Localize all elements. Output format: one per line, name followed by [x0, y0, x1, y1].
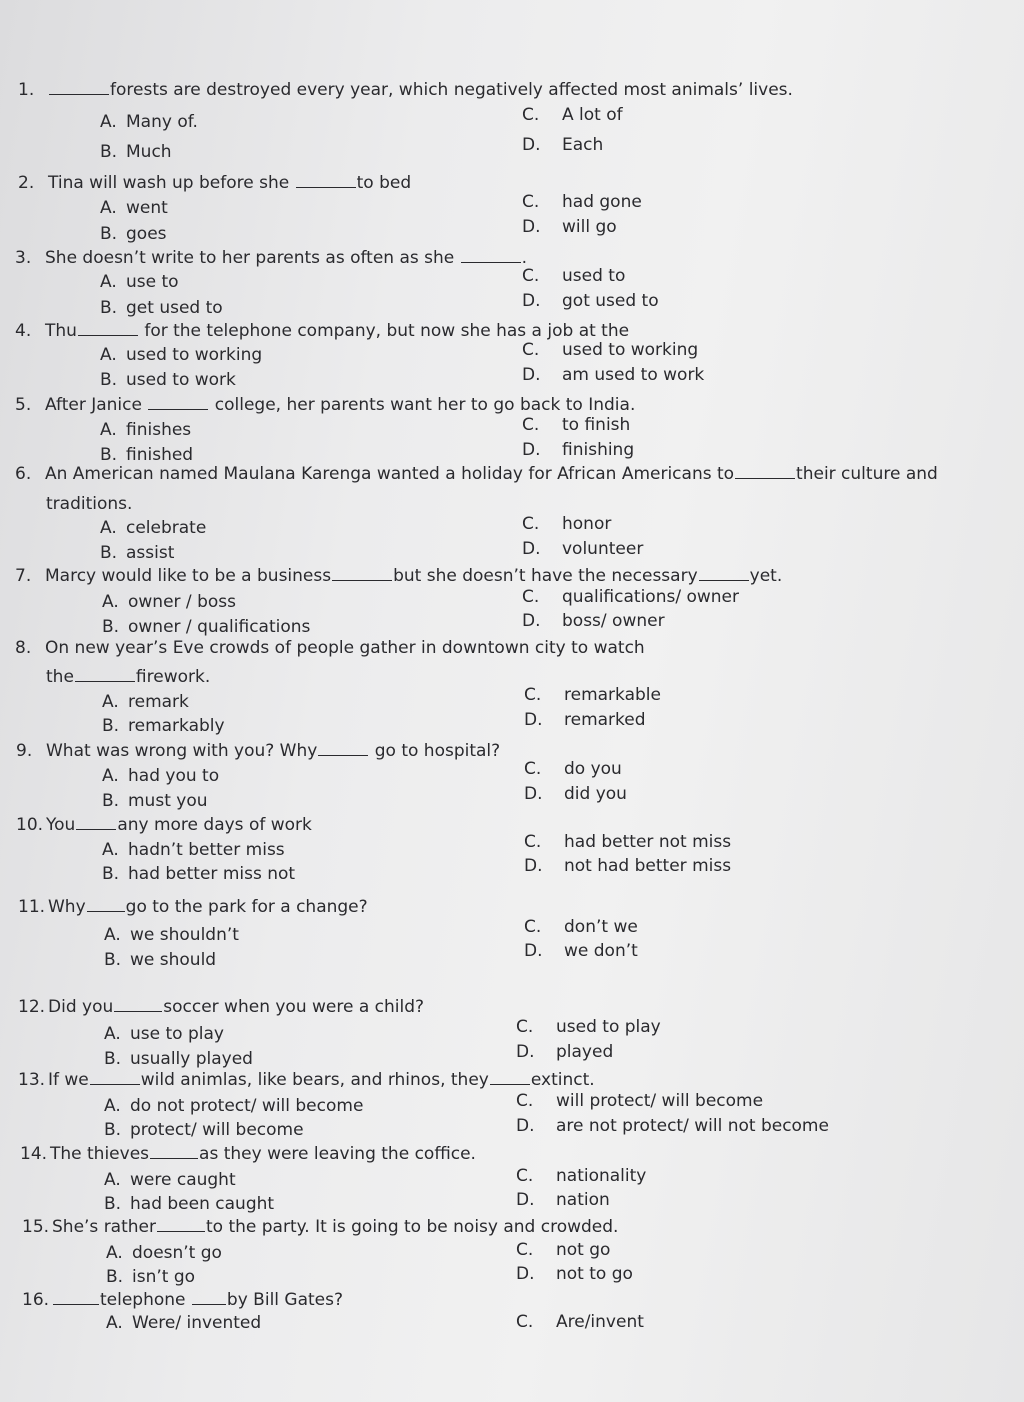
answer-blank — [157, 1230, 205, 1232]
option-text: must you — [128, 791, 208, 811]
option-a[interactable] — [104, 925, 239, 945]
option-b[interactable] — [100, 543, 174, 563]
option-letter: D. — [522, 440, 541, 460]
stem-text: their culture and — [796, 464, 938, 484]
option-a[interactable] — [104, 1024, 224, 1044]
option-text: went — [126, 198, 168, 218]
option-c[interactable] — [516, 1091, 763, 1111]
option-a[interactable] — [104, 1170, 236, 1190]
option-d[interactable] — [524, 941, 638, 961]
option-letter: C. — [516, 1166, 534, 1186]
option-c[interactable] — [524, 917, 638, 937]
option-letter: A. — [100, 198, 117, 218]
question-number: 5. — [15, 395, 32, 415]
answer-blank — [75, 680, 135, 682]
option-text: owner / qualifications — [128, 617, 311, 637]
option-letter: C. — [522, 514, 540, 534]
option-letter: D. — [524, 784, 543, 804]
option-b[interactable] — [104, 1120, 304, 1140]
option-a[interactable] — [102, 840, 285, 860]
option-letter: B. — [102, 716, 120, 736]
answer-blank — [148, 408, 208, 410]
answer-blank — [87, 910, 125, 912]
option-a[interactable] — [100, 112, 198, 132]
stem-text: She’s rather — [52, 1217, 156, 1237]
stem-text: the — [46, 667, 74, 687]
option-text: not to go — [556, 1264, 633, 1284]
option-a[interactable] — [102, 766, 219, 786]
option-b[interactable] — [102, 716, 225, 736]
option-letter: B. — [102, 617, 120, 637]
answer-blank — [150, 1157, 198, 1159]
question-stem — [18, 80, 793, 100]
option-c[interactable] — [524, 759, 622, 779]
option-b[interactable] — [104, 950, 216, 970]
option-text: finishes — [126, 420, 192, 440]
stem-text: firework. — [135, 667, 211, 687]
answer-blank — [78, 334, 138, 336]
option-letter: D. — [516, 1116, 535, 1136]
option-text: not had better miss — [564, 856, 732, 876]
question-number: 12. — [18, 997, 46, 1017]
option-text: hadn’t better miss — [128, 840, 285, 860]
option-text: am used to work — [562, 365, 705, 385]
option-d[interactable] — [522, 539, 643, 559]
question-stem-continuation: traditions. — [46, 494, 133, 514]
option-letter: C. — [524, 685, 542, 705]
option-text: Were/ invented — [132, 1313, 262, 1333]
option-c[interactable] — [522, 192, 642, 212]
stem-text: for the telephone company, but now she has a job at the — [138, 321, 630, 341]
stem-text: as they were leaving the coffice. — [199, 1144, 476, 1164]
option-letter: B. — [104, 950, 122, 970]
question-number: 14. — [20, 1144, 48, 1164]
option-letter: B. — [102, 864, 120, 884]
stem-text: If we — [48, 1070, 89, 1090]
option-letter: D. — [524, 941, 543, 961]
option-d[interactable] — [522, 291, 659, 311]
question-number: 1. — [18, 80, 35, 100]
option-text: Much — [126, 142, 172, 162]
option-letter: C. — [524, 917, 542, 937]
option-letter: C. — [516, 1017, 534, 1037]
answer-blank — [735, 477, 795, 479]
question-number: 8. — [15, 638, 32, 658]
option-letter: A. — [100, 420, 117, 440]
option-letter: B. — [100, 543, 118, 563]
option-text: qualifications/ owner — [562, 587, 739, 607]
question-number: 4. — [15, 321, 32, 341]
option-text: we don’t — [564, 941, 638, 961]
option-letter: A. — [106, 1313, 123, 1333]
question-stem — [15, 464, 938, 484]
option-c[interactable] — [516, 1166, 646, 1186]
option-c[interactable] — [516, 1017, 661, 1037]
option-text: do you — [564, 759, 622, 779]
option-letter: D. — [524, 710, 543, 730]
option-text: Are/invent — [556, 1312, 644, 1332]
option-letter: C. — [516, 1312, 534, 1332]
option-text: used to working — [126, 345, 263, 365]
question-number: 7. — [15, 566, 32, 586]
option-a[interactable] — [100, 518, 206, 538]
option-text: A lot of — [562, 105, 623, 125]
option-text: don’t we — [564, 917, 638, 937]
option-letter: D. — [516, 1264, 535, 1284]
question-stem-continuation — [46, 667, 210, 687]
option-a[interactable] — [102, 692, 189, 712]
stem-text: On new year’s Eve crowds of people gather in downtown city to watch — [45, 638, 645, 658]
stem-text: Did you — [48, 997, 114, 1017]
option-text: we shouldn’t — [130, 925, 239, 945]
option-letter: A. — [100, 112, 117, 132]
option-text: get used to — [126, 298, 223, 318]
option-b[interactable] — [102, 617, 310, 637]
option-a[interactable] — [102, 592, 236, 612]
option-letter: D. — [522, 291, 541, 311]
option-letter: D. — [522, 365, 541, 385]
option-text: honor — [562, 514, 612, 534]
stem-text: forests are destroyed every year, which negatively affected most animals’ lives. — [110, 80, 793, 100]
option-letter: B. — [100, 142, 118, 162]
option-b[interactable] — [100, 142, 172, 162]
stem-text: to bed — [356, 173, 412, 193]
stem-text: The thieves — [50, 1144, 150, 1164]
answer-blank — [296, 186, 356, 188]
option-text: boss/ owner — [562, 611, 665, 631]
option-b[interactable] — [104, 1194, 274, 1214]
stem-text: but she doesn’t have the necessary — [393, 566, 698, 586]
option-letter: A. — [106, 1243, 123, 1263]
option-text: goes — [126, 224, 167, 244]
option-text: played — [556, 1042, 614, 1062]
stem-text: go to hospital? — [369, 741, 501, 761]
option-b[interactable] — [100, 224, 167, 244]
option-letter: C. — [522, 192, 540, 212]
option-d[interactable] — [516, 1042, 613, 1062]
stem-text: go to the park for a change? — [125, 897, 368, 917]
option-letter: A. — [104, 1170, 121, 1190]
option-d[interactable] — [516, 1264, 633, 1284]
option-text: had better not miss — [564, 832, 732, 852]
option-letter: C. — [524, 832, 542, 852]
option-d[interactable] — [522, 440, 634, 460]
option-text: had gone — [562, 192, 642, 212]
stem-text: You — [46, 815, 76, 835]
option-d[interactable] — [522, 611, 665, 631]
option-text: assist — [126, 543, 175, 563]
option-letter: C. — [516, 1240, 534, 1260]
option-text: did you — [564, 784, 627, 804]
option-letter: B. — [100, 224, 118, 244]
option-letter: D. — [516, 1190, 535, 1210]
option-text: remarkably — [128, 716, 225, 736]
option-c[interactable] — [522, 105, 623, 125]
option-text: are not protect/ will not become — [556, 1116, 829, 1136]
question-number: 2. — [18, 173, 35, 193]
option-text: do not protect/ will become — [130, 1096, 364, 1116]
option-a[interactable] — [100, 198, 168, 218]
option-text: use to play — [130, 1024, 224, 1044]
option-text: used to work — [126, 370, 236, 390]
option-d[interactable] — [522, 135, 603, 155]
option-letter: A. — [100, 272, 117, 292]
stem-text: Tina will wash up before she — [48, 173, 295, 193]
option-text: we should — [130, 950, 217, 970]
answer-blank — [699, 579, 749, 581]
stem-text: any more days of work — [117, 815, 312, 835]
option-d[interactable] — [524, 784, 627, 804]
option-letter: A. — [100, 345, 117, 365]
option-text: used to working — [562, 340, 699, 360]
option-text: remarkable — [564, 685, 661, 705]
stem-text: wild animlas, like bears, and rhinos, they — [140, 1070, 489, 1090]
question-stem — [18, 173, 411, 193]
option-text: not go — [556, 1240, 611, 1260]
option-c[interactable] — [516, 1312, 644, 1332]
option-letter: A. — [102, 766, 119, 786]
answer-blank — [53, 1303, 99, 1305]
question-stem — [22, 1290, 343, 1310]
option-letter: D. — [524, 856, 543, 876]
option-letter: A. — [102, 692, 119, 712]
option-c[interactable] — [522, 340, 698, 360]
option-text: used to — [562, 266, 626, 286]
option-c[interactable] — [522, 514, 611, 534]
option-text: celebrate — [126, 518, 207, 538]
answer-blank — [490, 1083, 530, 1085]
option-letter: B. — [100, 445, 118, 465]
option-text: will protect/ will become — [556, 1091, 764, 1111]
option-text: nationality — [556, 1166, 647, 1186]
option-letter: C. — [522, 266, 540, 286]
option-text: had you to — [128, 766, 220, 786]
option-letter: C. — [522, 415, 540, 435]
option-d[interactable] — [524, 710, 646, 730]
stem-text: college, her parents want her to go back to India. — [209, 395, 636, 415]
option-letter: C. — [522, 340, 540, 360]
option-letter: B. — [104, 1120, 122, 1140]
stem-text: Why — [48, 897, 86, 917]
option-a[interactable] — [100, 345, 262, 365]
option-text: were caught — [130, 1170, 236, 1190]
option-text: finishing — [562, 440, 635, 460]
option-letter: A. — [102, 840, 119, 860]
question-stem — [18, 1070, 595, 1090]
option-text: use to — [126, 272, 179, 292]
answer-blank — [192, 1303, 226, 1305]
question-stem — [15, 248, 527, 268]
stem-text: yet. — [749, 566, 783, 586]
option-text: isn’t go — [132, 1267, 196, 1287]
option-d[interactable] — [522, 365, 704, 385]
option-c[interactable] — [522, 415, 630, 435]
stem-text: She doesn’t write to her parents as often as she — [45, 248, 460, 268]
question-number: 3. — [15, 248, 32, 268]
question-number: 11. — [18, 897, 46, 917]
stem-text: . — [521, 248, 528, 268]
option-text: doesn’t go — [132, 1243, 222, 1263]
stem-text: to the party. It is going to be noisy and crowded. — [205, 1217, 619, 1237]
option-text: nation — [556, 1190, 610, 1210]
option-letter: B. — [104, 1194, 122, 1214]
question-stem — [22, 1217, 618, 1237]
option-b[interactable] — [100, 370, 236, 390]
stem-text: soccer when you were a child? — [163, 997, 425, 1017]
option-a[interactable] — [100, 420, 191, 440]
stem-text: An American named Maulana Karenga wanted a holiday for African Americans to — [45, 464, 735, 484]
option-letter: A. — [104, 1096, 121, 1116]
question-number: 10. — [16, 815, 44, 835]
answer-blank — [90, 1083, 140, 1085]
question-number: 16. — [22, 1290, 50, 1310]
option-a[interactable] — [100, 272, 179, 292]
option-d[interactable] — [522, 217, 617, 237]
question-number: 6. — [15, 464, 32, 484]
answer-blank — [49, 93, 109, 95]
question-stem — [18, 997, 424, 1017]
option-text: got used to — [562, 291, 659, 311]
option-d[interactable] — [524, 856, 731, 876]
question-stem — [18, 897, 368, 917]
stem-text: by Bill Gates? — [226, 1290, 344, 1310]
option-text: to finish — [562, 415, 631, 435]
option-letter: D. — [522, 217, 541, 237]
stem-text: Thu — [45, 321, 77, 341]
option-letter: A. — [102, 592, 119, 612]
question-number: 15. — [22, 1217, 50, 1237]
option-letter: A. — [100, 518, 117, 538]
stem-text: After Janice — [45, 395, 148, 415]
option-letter: B. — [102, 791, 120, 811]
option-text: owner / boss — [128, 592, 236, 612]
question-stem — [15, 395, 635, 415]
question-stem — [20, 1144, 476, 1164]
question-number: 9. — [16, 741, 33, 761]
option-c[interactable] — [516, 1240, 610, 1260]
option-text: had better miss not — [128, 864, 296, 884]
option-letter: C. — [516, 1091, 534, 1111]
stem-text: Marcy would like to be a business — [45, 566, 332, 586]
option-text: finished — [126, 445, 194, 465]
option-d[interactable] — [516, 1116, 829, 1136]
option-text: will go — [562, 217, 617, 237]
option-letter: D. — [522, 539, 541, 559]
option-letter: B. — [100, 370, 118, 390]
option-text: remark — [128, 692, 189, 712]
option-letter: D. — [516, 1042, 535, 1062]
option-text: Many of. — [126, 112, 198, 132]
option-a[interactable] — [106, 1313, 261, 1333]
option-b[interactable] — [100, 445, 193, 465]
option-d[interactable] — [516, 1190, 610, 1210]
option-letter: D. — [522, 135, 541, 155]
option-letter: D. — [522, 611, 541, 631]
stem-text: extinct. — [530, 1070, 595, 1090]
option-letter: B. — [106, 1267, 124, 1287]
option-b[interactable] — [106, 1267, 195, 1287]
option-c[interactable] — [524, 685, 661, 705]
question-number: 13. — [18, 1070, 46, 1090]
option-letter: A. — [104, 1024, 121, 1044]
option-a[interactable] — [104, 1096, 363, 1116]
option-letter: B. — [104, 1049, 122, 1069]
question-stem — [16, 741, 500, 761]
option-c[interactable] — [522, 587, 739, 607]
answer-blank — [114, 1010, 162, 1012]
option-text: used to play — [556, 1017, 661, 1037]
option-letter: C. — [522, 587, 540, 607]
question-stem — [15, 566, 782, 586]
stem-text: What was wrong with you? Why — [46, 741, 318, 761]
option-text: remarked — [564, 710, 646, 730]
option-text: Each — [562, 135, 604, 155]
option-letter: C. — [524, 759, 542, 779]
option-letter: A. — [104, 925, 121, 945]
option-b[interactable] — [104, 1049, 253, 1069]
option-c[interactable] — [522, 266, 625, 286]
answer-blank — [318, 754, 368, 756]
option-letter: C. — [522, 105, 540, 125]
question-stem — [16, 815, 312, 835]
stem-text: telephone — [100, 1290, 191, 1310]
option-c[interactable] — [524, 832, 731, 852]
answer-blank — [461, 261, 521, 263]
question-stem — [15, 321, 629, 341]
option-text: had been caught — [130, 1194, 275, 1214]
option-letter: B. — [100, 298, 118, 318]
option-text: usually played — [130, 1049, 253, 1069]
option-b[interactable] — [102, 791, 208, 811]
answer-blank — [76, 828, 116, 830]
option-text: volunteer — [562, 539, 644, 559]
option-b[interactable] — [102, 864, 295, 884]
option-a[interactable] — [106, 1243, 222, 1263]
answer-blank — [332, 579, 392, 581]
option-text: protect/ will become — [130, 1120, 304, 1140]
option-b[interactable] — [100, 298, 223, 318]
question-stem — [15, 638, 645, 658]
